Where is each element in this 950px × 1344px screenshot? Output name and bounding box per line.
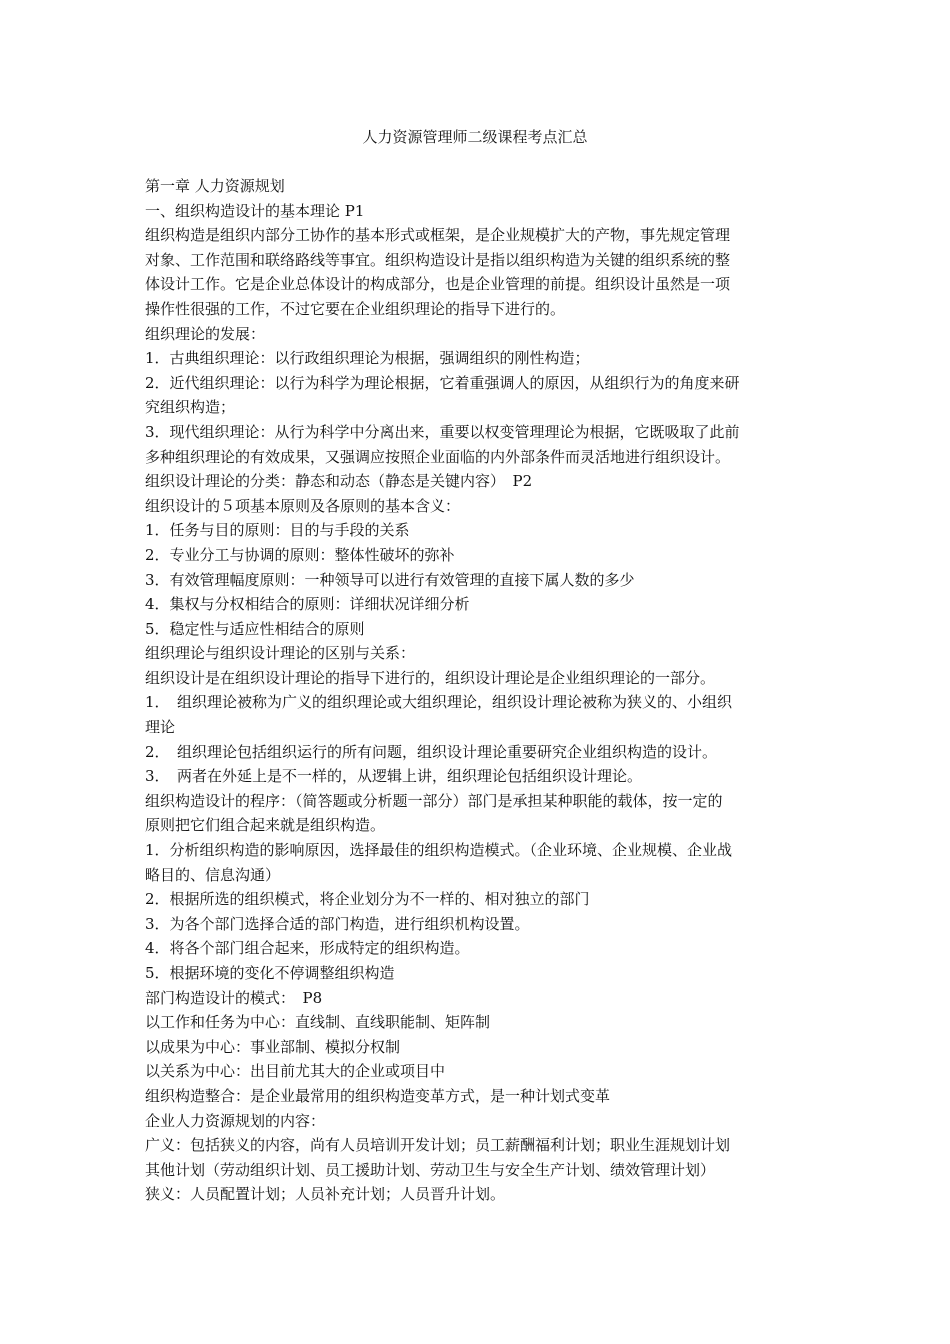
- text-line: 组织设计是在组织设计理论的指导下进行的，组织设计理论是企业组织理论的一部分。: [145, 668, 716, 687]
- text-line: 其他计划（劳动组织计划、员工援助计划、劳动卫生与安全生产计划、绩效管理计划）: [145, 1160, 716, 1179]
- text-line: 1．古典组织理论：以行政组织理论为根据，强调组织的刚性构造；: [145, 349, 590, 368]
- text-line: 3．现代组织理论：从行为科学中分离出来，重要以权变管理理论为根据，它既吸取了此前: [145, 422, 740, 441]
- text-line: 2． 组织理论包括组织运行的所有问题，组织设计理论重要研究企业组织构造的设计。: [145, 742, 718, 761]
- document-body: [145, 174, 809, 1207]
- text-line: 部门构造设计的模式： P8: [145, 988, 323, 1007]
- text-line: 组织构造是组织内部分工协作的基本形式或框架，是企业规模扩大的产物，事先规定管理: [145, 226, 731, 245]
- text-line: 4．将各个部门组合起来，形成特定的组织构造。: [145, 939, 470, 958]
- text-line: 以工作和任务为中心：直线制、直线职能制、矩阵制: [145, 1013, 491, 1032]
- text-line: 狭义：人员配置计划；人员补充计划；人员晋升计划。: [145, 1185, 506, 1204]
- text-line: 2．根据所选的组织模式，将企业划分为不一样的、相对独立的部门: [145, 890, 590, 909]
- text-line: 3． 两者在外延上是不一样的，从逻辑上讲，组织理论包括组织设计理论。: [145, 767, 643, 786]
- text-line: 1．分析组织构造的影响原因，选择最佳的组织构造模式。（企业环境、企业规模、企业战: [145, 841, 733, 860]
- text-line: 广义：包括狭义的内容，尚有人员培训开发计划；员工薪酬福利计划；职业生涯规划计划: [145, 1136, 731, 1155]
- text-line: 略目的、信息沟通）: [145, 865, 281, 884]
- text-line: 组织设计的５项基本原则及各原则的基本含义：: [145, 496, 461, 515]
- text-line: 多种组织理论的有效成果，又强调应按照企业面临的内外部条件而灵活地进行组织设计。: [145, 447, 731, 466]
- text-line: 2．专业分工与协调的原则：整体性破坏的弥补: [145, 545, 455, 564]
- text-line: 组织理论与组织设计理论的区别与关系：: [145, 644, 416, 663]
- text-line: 体设计工作。它是企业总体设计的构成部分，也是企业管理的前提。组织设计虽然是一项: [145, 275, 731, 294]
- document-title: 人力资源管理师二级课程考点汇总: [362, 128, 588, 146]
- text-line: 3．有效管理幅度原则：一种领导可以进行有效管理的直接下属人数的多少: [145, 570, 635, 589]
- text-line: 组织设计理论的分类：静态和动态（静态是关键内容） P2: [145, 472, 533, 491]
- text-line: 5．根据环境的变化不停调整组织构造: [145, 964, 395, 982]
- text-line: 以成果为中心：事业部制、模拟分权制: [145, 1037, 401, 1056]
- text-line: 5．稳定性与适应性相结合的原则: [145, 619, 365, 638]
- text-line: 对象、工作范围和联络路线等事宜。组织构造设计是指以组织构造为关键的组织系统的整: [145, 250, 731, 269]
- text-line: 组织构造设计的程序：（简答题或分析题一部分）部门是承担某种职能的载体，按一定的: [145, 791, 723, 810]
- text-line: 组织构造整合：是企业最常用的组织构造变革方式，是一种计划式变革: [145, 1086, 611, 1105]
- text-line: 1． 组织理论被称为广义的组织理论或大组织理论，组织设计理论被称为狭义的、小组织: [145, 693, 733, 712]
- chapter-heading: 第一章 人力资源规划: [145, 177, 285, 195]
- section-heading: 一、组织构造设计的基本理论 P1: [145, 201, 365, 220]
- text-line: 1．任务与目的原则：目的与手段的关系: [145, 521, 410, 540]
- text-line: 究组织构造；: [145, 398, 236, 417]
- text-line: 组织理论的发展：: [145, 324, 266, 343]
- text-line: 以关系为中心：出目前尤其大的企业或项目中: [145, 1062, 446, 1081]
- text-line: 操作性很强的工作，不过它要在企业组织理论的指导下进行的。: [145, 299, 566, 318]
- text-line: 原则把它们组合起来就是组织构造。: [145, 816, 386, 835]
- text-line: 3．为各个部门选择合适的部门构造，进行组织机构设置。: [145, 914, 530, 933]
- text-line: 2．近代组织理论：以行为科学为理论根据，它着重强调人的原因，从组织行为的角度来研: [145, 373, 740, 392]
- text-line: 4．集权与分权相结合的原则：详细状况详细分析: [145, 595, 470, 614]
- text-line: 企业人力资源规划的内容：: [145, 1111, 326, 1130]
- text-line: 理论: [145, 718, 176, 737]
